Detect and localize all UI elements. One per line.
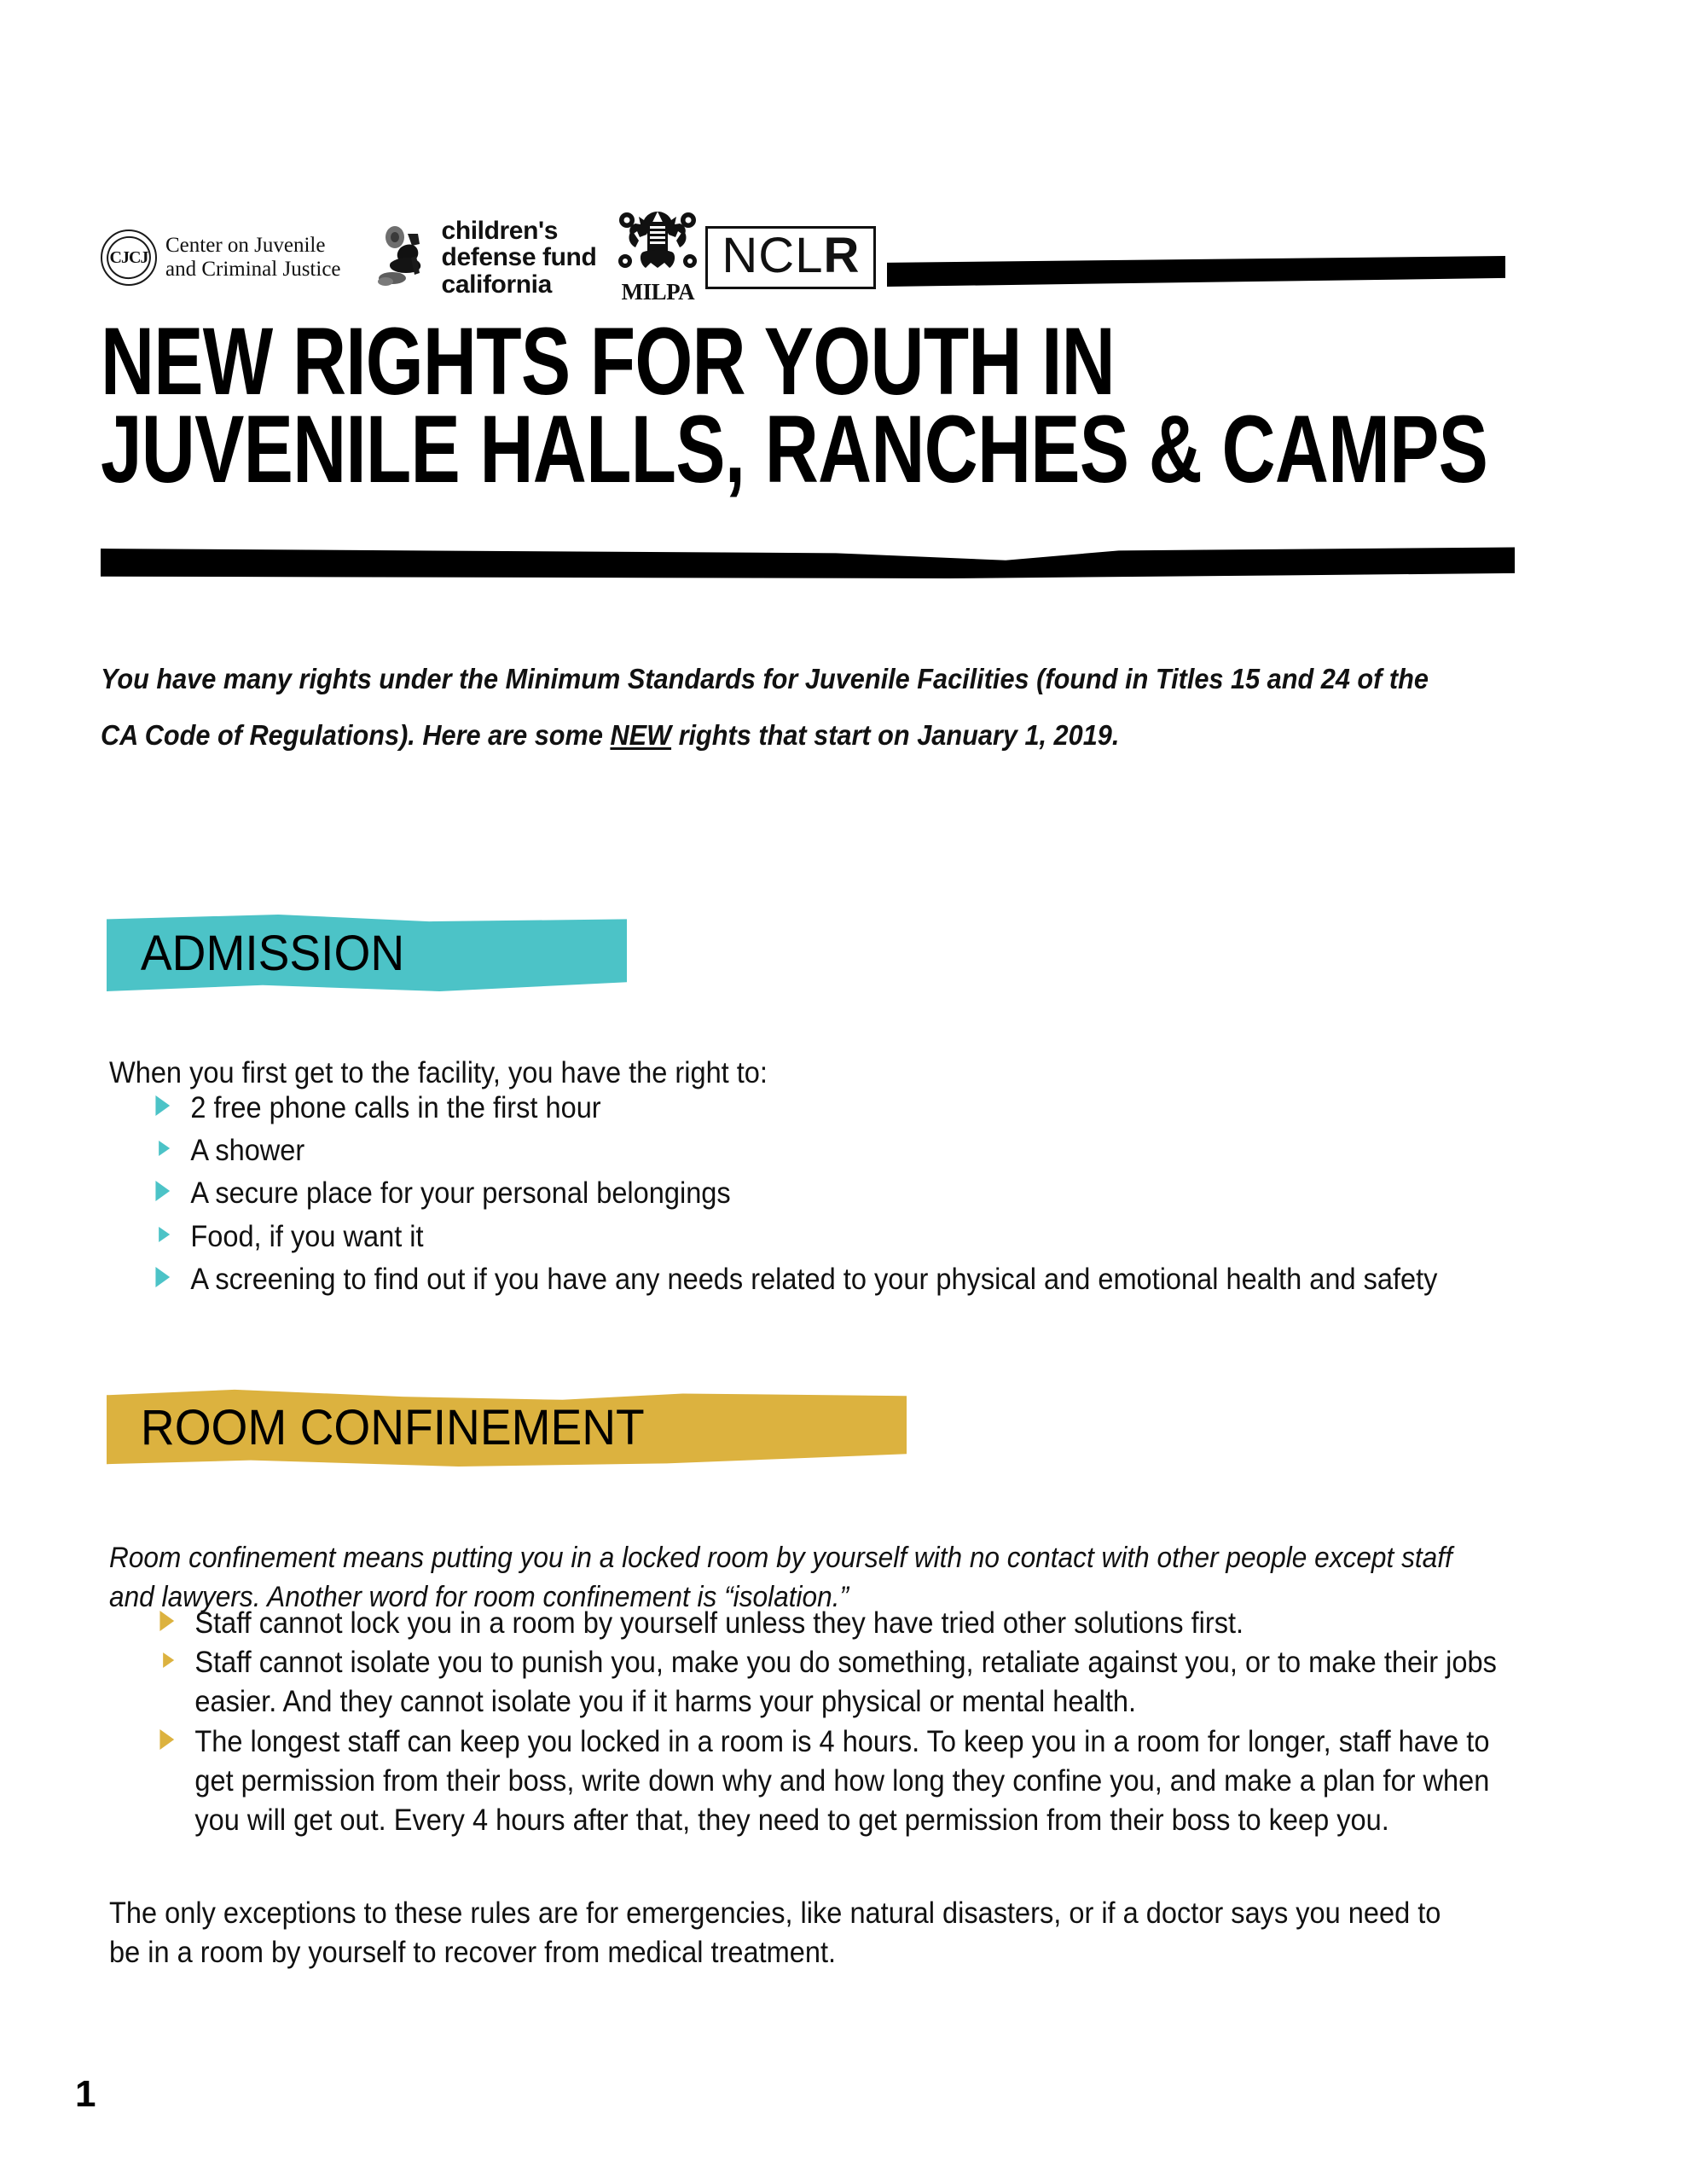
cjcj-seal-icon xyxy=(101,229,157,286)
cjcj-line-2: and Criminal Justice xyxy=(165,258,341,281)
list-item-text: 2 free phone calls in the first hour xyxy=(190,1091,601,1124)
page-number: 1 xyxy=(75,2073,96,2115)
section-heading-admission xyxy=(107,915,627,991)
intro-emphasis-new: NEW xyxy=(610,719,672,751)
confinement-exceptions-text: The only exceptions to these rules are for emergencies, like natural disasters, or if a doctor says you need to be in a room by yourself to recover from medical treatment. xyxy=(109,1896,1441,1970)
list-item xyxy=(149,1217,1514,1257)
intro-part-1: You have many rights under the Minimum Standards for Juvenile Facilities (found in Titles 15 and 24 of the CA Code of Regulations). Here are some xyxy=(101,663,1429,751)
page-title-line-2: JUVENILE HALLS, RANCHES & CAMPS xyxy=(101,396,1488,503)
nclr-wordmark-bold: R xyxy=(823,228,861,283)
nclr-wordmark-light: NCL xyxy=(722,228,824,283)
triangle-bullet-icon xyxy=(155,1267,170,1287)
intro-paragraph xyxy=(101,651,1433,764)
triangle-bullet-icon xyxy=(159,1729,174,1750)
milpa-wordmark: MILPA xyxy=(621,279,695,305)
logo-childrens-defense-fund xyxy=(374,218,597,299)
triangle-bullet-icon xyxy=(163,1653,174,1668)
confinement-heading-label: ROOM CONFINEMENT xyxy=(140,1399,645,1455)
cdf-line-3: california xyxy=(441,270,552,299)
cdf-figure-svg xyxy=(374,224,438,292)
page-title xyxy=(101,308,1551,503)
cjcj-abbr: CJCJ xyxy=(109,247,148,267)
list-item xyxy=(154,1643,1502,1722)
list-item-text: Staff cannot isolate you to punish you, make you do something, retaliate against you, or to make their jobs easier. And they cannot isolate you if it harms your physical or mental health. xyxy=(194,1646,1497,1719)
cjcj-wordmark xyxy=(157,234,341,282)
page-title-line-1: NEW RIGHTS FOR YOUTH IN xyxy=(101,308,1115,415)
list-item xyxy=(154,1722,1502,1841)
cdf-line-2: defense fund xyxy=(441,243,597,272)
admission-heading-label: ADMISSION xyxy=(140,925,405,981)
list-item xyxy=(149,1174,1514,1213)
triangle-bullet-icon xyxy=(155,1095,170,1116)
list-item xyxy=(149,1260,1514,1299)
confinement-rules-list xyxy=(154,1604,1502,1840)
title-underline-bar xyxy=(101,546,1515,578)
milpa-glyph-icon xyxy=(615,210,700,282)
list-item-text: A shower xyxy=(190,1134,305,1168)
list-item-text: A screening to find out if you have any needs related to your physical and emotional health and safety xyxy=(190,1262,1438,1296)
cjcj-line-1: Center on Juvenile xyxy=(165,234,326,257)
list-item-text: Food, if you want it xyxy=(190,1219,424,1253)
milpa-glyph-svg xyxy=(615,210,700,282)
list-item xyxy=(149,1131,1514,1170)
triangle-bullet-icon xyxy=(155,1181,170,1201)
section-heading-room-confinement xyxy=(107,1388,907,1467)
admission-rights-list xyxy=(149,1089,1514,1303)
list-item xyxy=(154,1604,1502,1643)
cdf-wordmark xyxy=(438,218,597,299)
intro-part-2: rights that start on January 1, 2019. xyxy=(671,719,1120,751)
logo-cjcj xyxy=(101,229,341,286)
triangle-bullet-icon xyxy=(159,1227,170,1242)
logo-nclr xyxy=(705,226,876,289)
list-item-text: Staff cannot lock you in a room by yourself unless they have tried other solutions first. xyxy=(194,1606,1244,1640)
cdf-line-1: children's xyxy=(441,216,559,245)
triangle-bullet-icon xyxy=(159,1141,170,1156)
list-item-text: A secure place for your personal belongings xyxy=(190,1176,731,1211)
list-item-text: The longest staff can keep you locked in a room is 4 hours. To keep you in a room for longer, staff have to get permission from their boss, write down why and how long they confine you, and make a plan for when you will get out. Every 4 hours after that, they need to get permission from their boss to keep you. xyxy=(194,1724,1490,1837)
list-item xyxy=(149,1089,1514,1128)
cdf-figure-icon xyxy=(374,224,438,292)
triangle-bullet-icon xyxy=(159,1611,174,1631)
admission-lead-text: When you first get to the facility, you have the right to: xyxy=(109,1056,768,1089)
logo-milpa xyxy=(615,210,700,305)
confinement-definition: Room confinement means putting you in a locked room by yourself with no contact with other people except staff and lawyers. Another word for room confinement is “isolation.” xyxy=(109,1542,1452,1613)
